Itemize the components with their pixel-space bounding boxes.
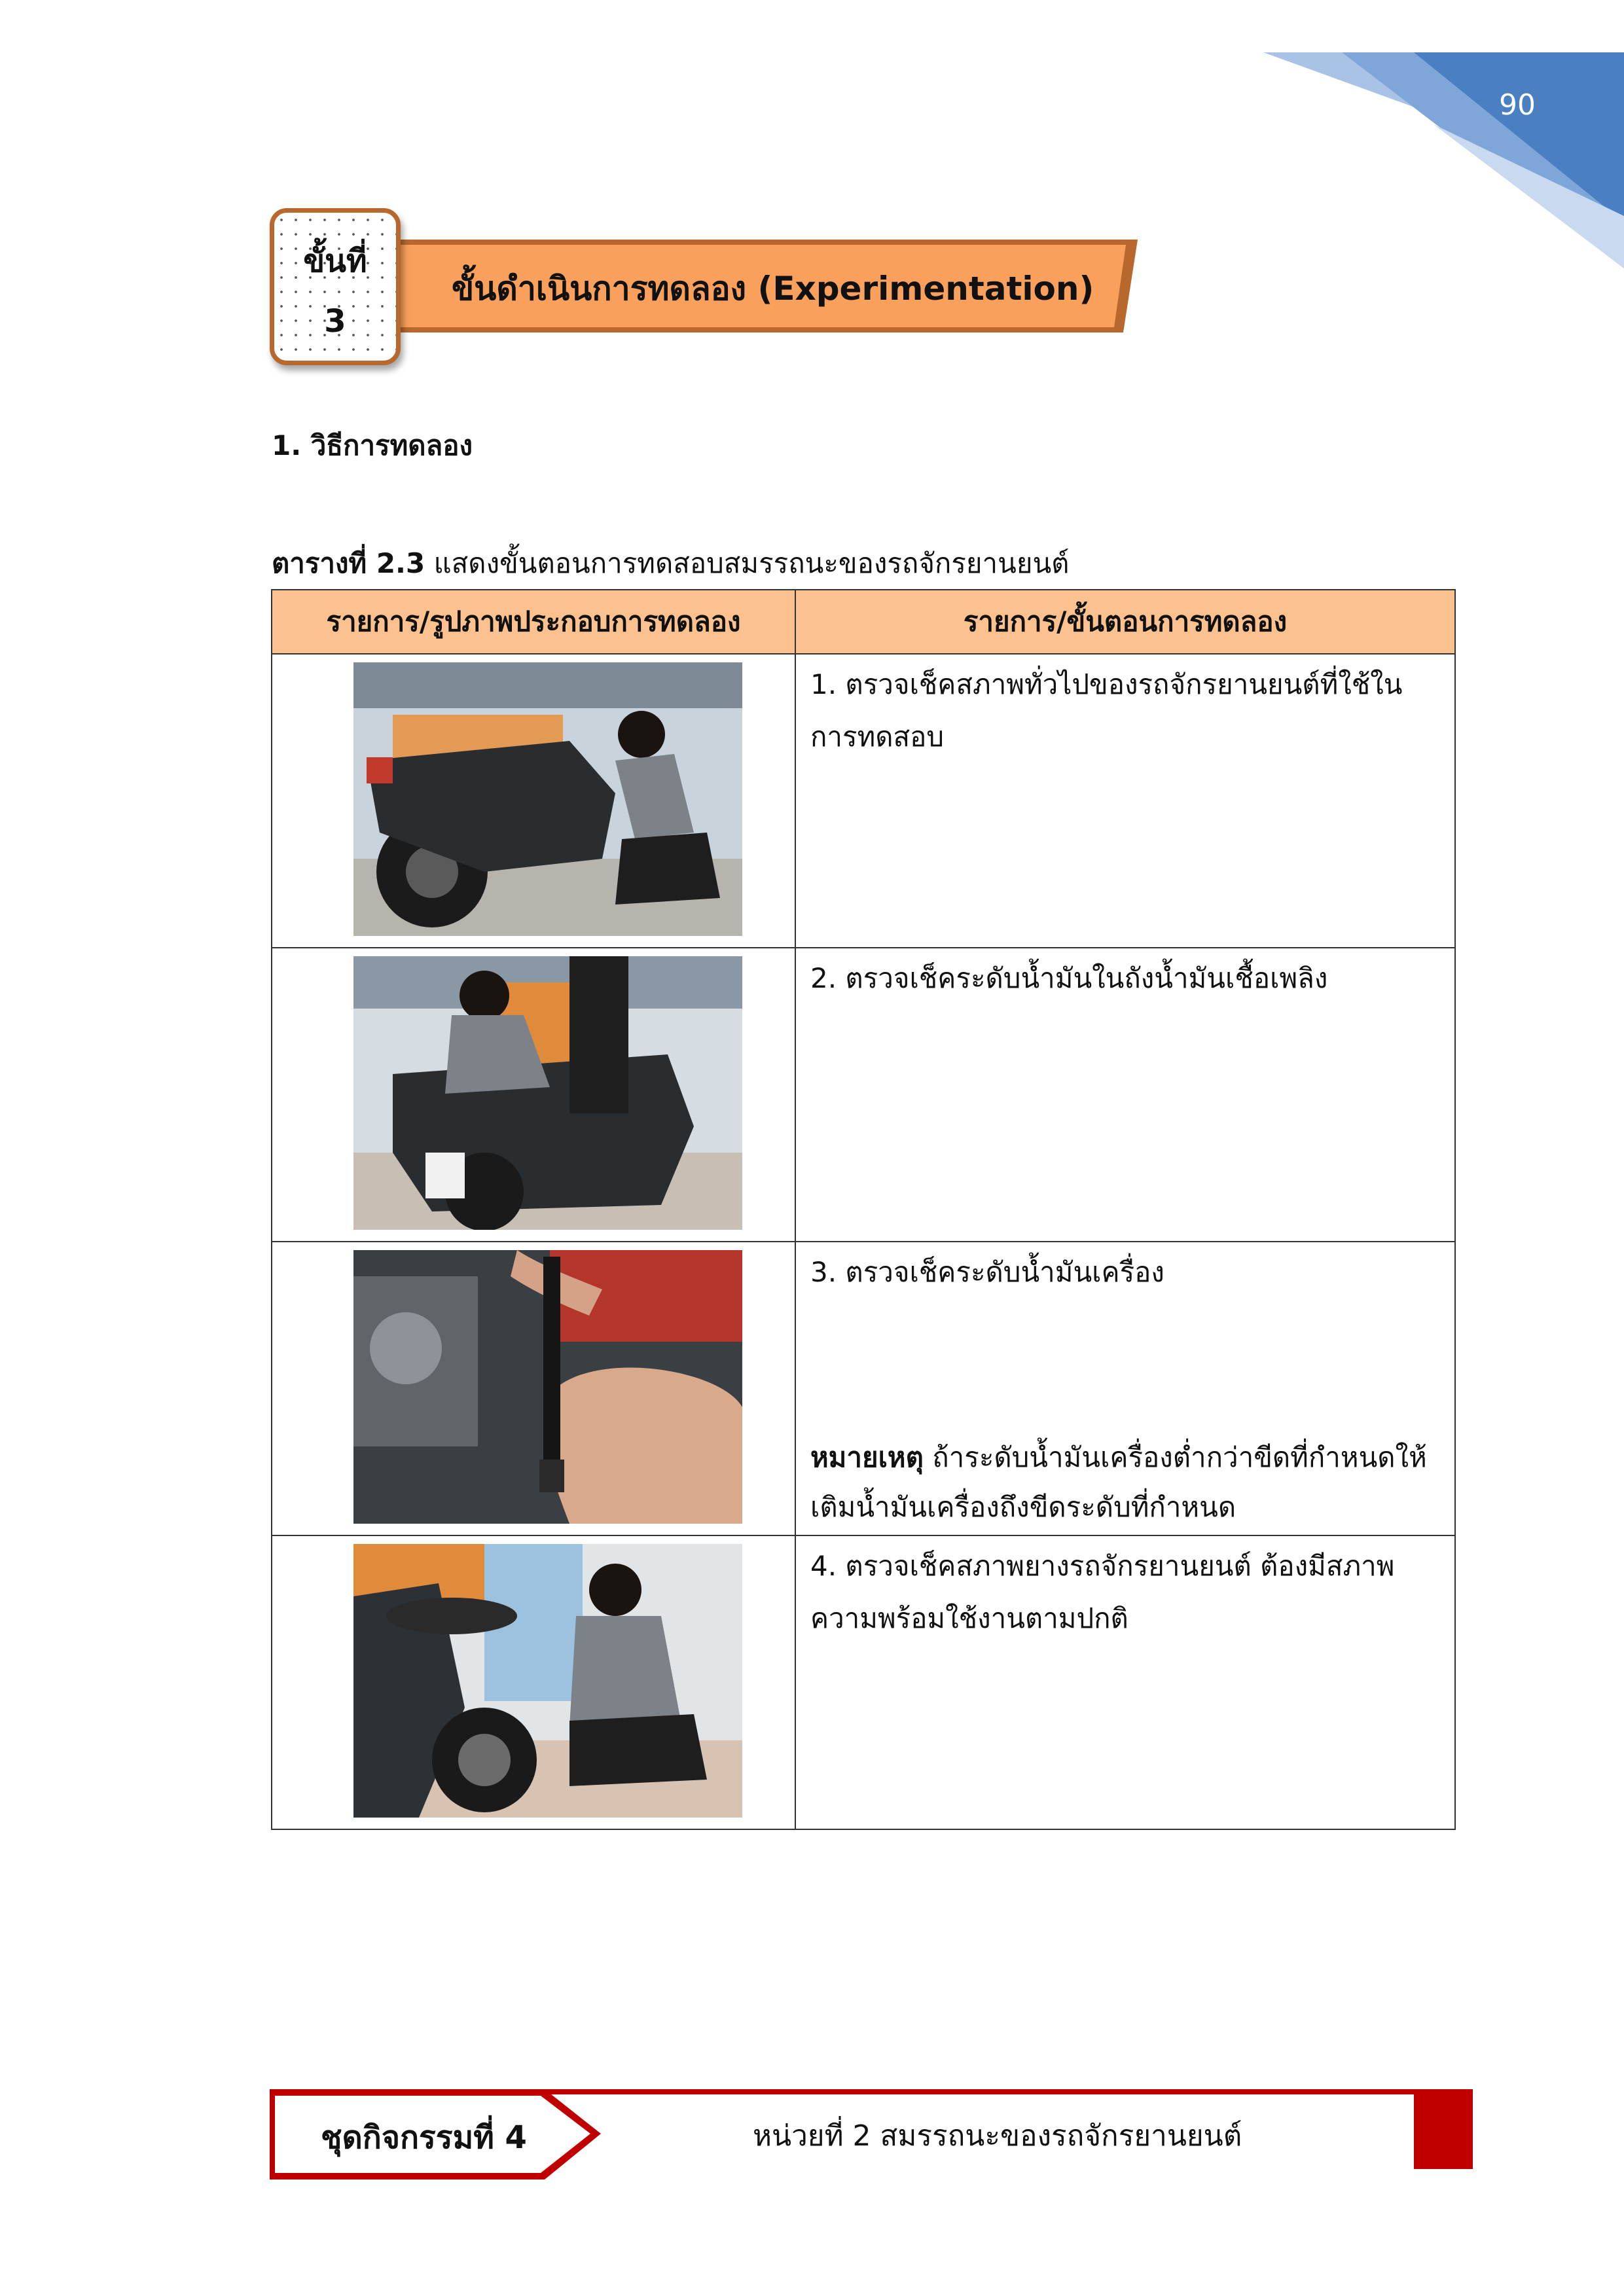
table-row — [272, 948, 1455, 1242]
step-cell — [795, 948, 1455, 1242]
page-corner-decoration — [1263, 52, 1624, 275]
step-text: 1. ตรวจเช็คสภาพทั่วไปของรถจักรยานยนต์ที่ใช้ในการทดสอบ — [810, 668, 1403, 753]
step-text: 4. ตรวจเช็คสภาพยางรถจักรยานยนต์ ต้องมีสภาพความพร้อมใช้งานตามปกติ — [810, 1550, 1395, 1634]
photo-cell — [272, 1535, 795, 1829]
hand-holding-oil-dipstick-photo — [353, 1250, 742, 1524]
photo-cell — [272, 654, 795, 948]
table-caption-label: ตารางที่ 2.3 — [272, 547, 425, 579]
photo-cell — [272, 1242, 795, 1535]
step-cell — [795, 1535, 1455, 1829]
step-label: ขั้นที่ — [303, 243, 367, 279]
table-row — [272, 1242, 1455, 1535]
footer-accent-block — [1414, 2089, 1473, 2169]
table-header-row — [272, 590, 1455, 654]
procedure-table — [271, 589, 1456, 1830]
note-label: หมายเหตุ — [810, 1441, 924, 1473]
table-caption-text: แสดงขั้นตอนการทดสอบสมรรถนะของรถจักรยานยนต์ — [425, 547, 1070, 579]
photo-cell — [272, 948, 795, 1242]
step-number-badge — [270, 208, 401, 365]
step-cell — [795, 1242, 1455, 1535]
note-text — [810, 1433, 1454, 1532]
table-row — [272, 654, 1455, 948]
table-row — [272, 1535, 1455, 1829]
student-checking-tire-photo — [353, 1544, 742, 1818]
step-cell — [795, 654, 1455, 948]
section-heading: 1. วิธีการทดลอง — [272, 429, 473, 461]
unit-label: หน่วยที่ 2 สมรรถนะของรถจักรยานยนต์ — [753, 2119, 1242, 2153]
note-body: ถ้าระดับน้ำมันเครื่องต่ำกว่าขีดที่กำหนดให้เติมน้ำมันเครื่องถึงขีดระดับที่กำหนด — [810, 1441, 1427, 1523]
step-number: 3 — [324, 303, 346, 340]
step-text: 3. ตรวจเช็คระดับน้ำมันเครื่อง — [810, 1256, 1164, 1288]
student-inspecting-motorcycle-photo — [353, 662, 742, 936]
header-step-column: รายการ/ขั้นตอนการทดลอง — [795, 590, 1455, 654]
page-number: 90 — [1499, 88, 1536, 122]
student-checking-fuel-tank-photo — [353, 956, 742, 1230]
step-title: ขั้นดำเนินการทดลอง (Experimentation) — [452, 270, 1094, 308]
header-image-column: รายการ/รูปภาพประกอบการทดลอง — [272, 590, 795, 654]
step-text: 2. ตรวจเช็คระดับน้ำมันในถังน้ำมันเชื้อเพลิง — [810, 962, 1328, 994]
activity-label: ชุดกิจกรรมที่ 4 — [321, 2119, 527, 2156]
table-caption — [272, 542, 1069, 585]
